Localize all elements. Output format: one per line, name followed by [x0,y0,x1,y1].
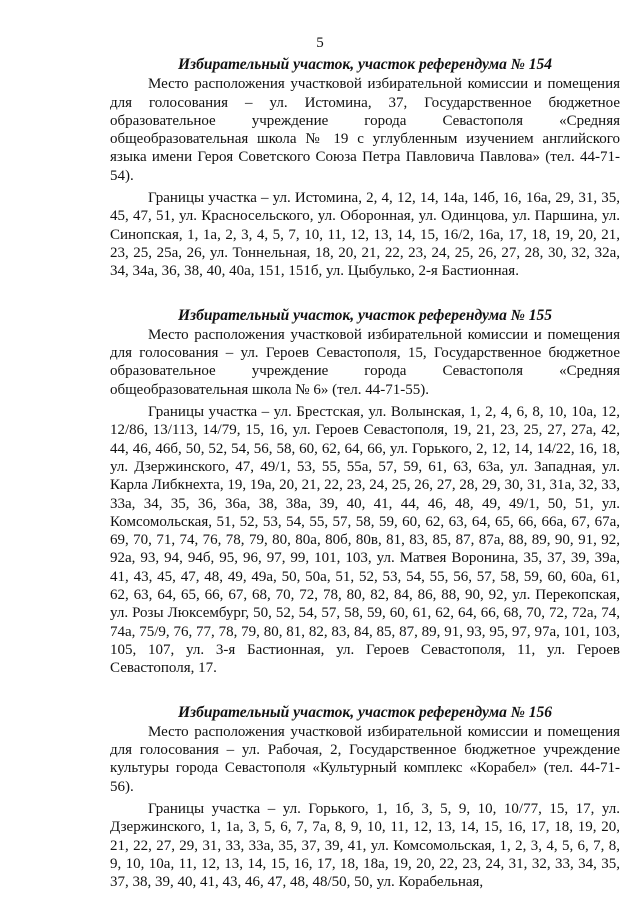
document-body [110,56,620,891]
section-title: Избирательный участок, участок референдума № 156 [177,703,552,721]
location-paragraph: Место расположения участковой избирательной комиссии и помещения для голосования – ул. Рабочая, 2, Государственное бюджетное учреждение культуры города Севастополя «Культурный комплекс «Корабел» (тел. 44-71-56). [110,723,620,795]
section-title: Избирательный участок, участок референдума № 155 [177,306,552,324]
section-title: Избирательный участок, участок референдума № 154 [177,56,552,73]
polling-station-155 [110,307,620,678]
boundaries-paragraph: Границы участка – ул. Горького, 1, 1б, 3, 5, 9, 10, 10/77, 15, 17, ул. Дзержинского, 1, 1а, 3, 5, 6, 7, 7а, 8, 9, 10, 11, 12, 13, 14, 15, 16, 17, 18, 19, 20, 21, 22, 27, 29, 31, 33, 33а, 35, 37, 39, 41, ул. Комсомольская, 1, 2, 3, 4, 5, 6, 7, 8, 9, 10, 10а, 11, 12, 13, 14, 15, 16, 17, 18, 18а, 19, 20, 22, 23, 24, 31, 32, 33, 34, 35, 37, 38, 39, 40, 41, 43, 46, 47, 48, 48/50, 50, ул. Корабельная, [110,800,620,891]
boundaries-paragraph: Границы участка – ул. Брестская, ул. Волынская, 1, 2, 4, 6, 8, 10, 10а, 12, 12/86, 13/113, 14/79, 15, 16, ул. Героев Севастополя, 19, 21, 23, 25, 27, 27а, 42, 44, 46, 46б, 50, 52, 54, 56, 58, 60, 62, 64, 66, ул. Горького, 2, 12, 14, 14/22, 16, 18, ул. Дзержинского, 47, 49/1, 53, 55, 55а, 57, 59, 61, 63, 63а, ул. Западная, ул. Карла Либкнехта, 19, 19а, 20, 21, 22, 23, 24, 25, 26, 27, 28, 29, 30, 31, 31а, 32, 33, 33а, 34, 35, 36, 36а, 38, 38а, 39, 40, 41, 44, 46, 48, 49, 49/1, 50, 51, ул. Комсомольская, 51, 52, 53, 54, 55, 57, 58, 59, 60, 62, 63, 64, 65, 66, 66а, 67, 67а, 69, 70, 71, 74, 76, 78, 79, 80, 80а, 80б, 80в, 81, 83, 85, 87, 87а, 88, 89, 90, 91, 92, 92а, 93, 94, 94б, 95, 96, 97, 99, 101, 103, ул. Матвея Воронина, 35, 37, 39, 39а, 41, 43, 45, 47, 48, 49, 49а, 50, 50а, 51, 52, 53, 54, 55, 56, 57, 58, 59, 60, 60а, 61, 62, 63, 64, 65, 66, 67, 68, 70, 72, 78, 80, 82, 84, 86, 88, 90, 92, ул. Перекопская, ул. Розы Люксембург, 50, 52, 54, 57, 58, 59, 60, 61, 62, 64, 66, 68, 70, 72, 72а, 74, 74а, 75/9, 76, 77, 78, 79, 80, 81, 82, 83, 84, 85, 87, 89, 91, 93, 95, 97, 97а, 101, 103, 105, 107, ул. 3-я Бастионная, ул. Героев Севастополя, 11, ул. Героев Севастополя, 17. [110,404,620,677]
location-paragraph: Место расположения участковой избирательной комиссии и помещения для голосования – ул. Истомина, 37, Государственное бюджетное образовательное учреждение города Севастополя «Средняя общеобразовательная школа № 19 с углубленным изучением английского языка имени Героя Советского Союза Петра Павловича Павлова» (тел. 44-71-54). [110,76,620,184]
page-number: 5 [316,35,324,51]
location-paragraph: Место расположения участковой избирательной комиссии и помещения для голосования – ул. Героев Севастополя, 15, Государственное бюджетное образовательное учреждение города Севастополя «Средняя общеобразовательная школа № 6» (тел. 44-71-55). [110,326,620,398]
boundaries-paragraph: Границы участка – ул. Истомина, 2, 4, 12, 14, 14а, 14б, 16, 16а, 29, 31, 35, 45, 47, 51, ул. Красносельского, ул. Оборонная, ул. Одинцова, ул. Паршина, ул. Синопская, 1, 1а, 2, 3, 4, 5, 7, 10, 11, 12, 13, 14, 15, 16/2, 16а, 17, 18, 19, 20, 21, 23, 25, 25а, 26, ул. Тоннельная, 18, 20, 21, 22, 23, 24, 25, 26, 27, 28, 30, 32, 32а, 34, 34а, 36, 38, 40, 40а, 151, 151б, ул. Цыбулько, 2-я Бастионная. [110,190,620,280]
polling-station-154 [110,56,620,281]
polling-station-156 [110,704,620,892]
